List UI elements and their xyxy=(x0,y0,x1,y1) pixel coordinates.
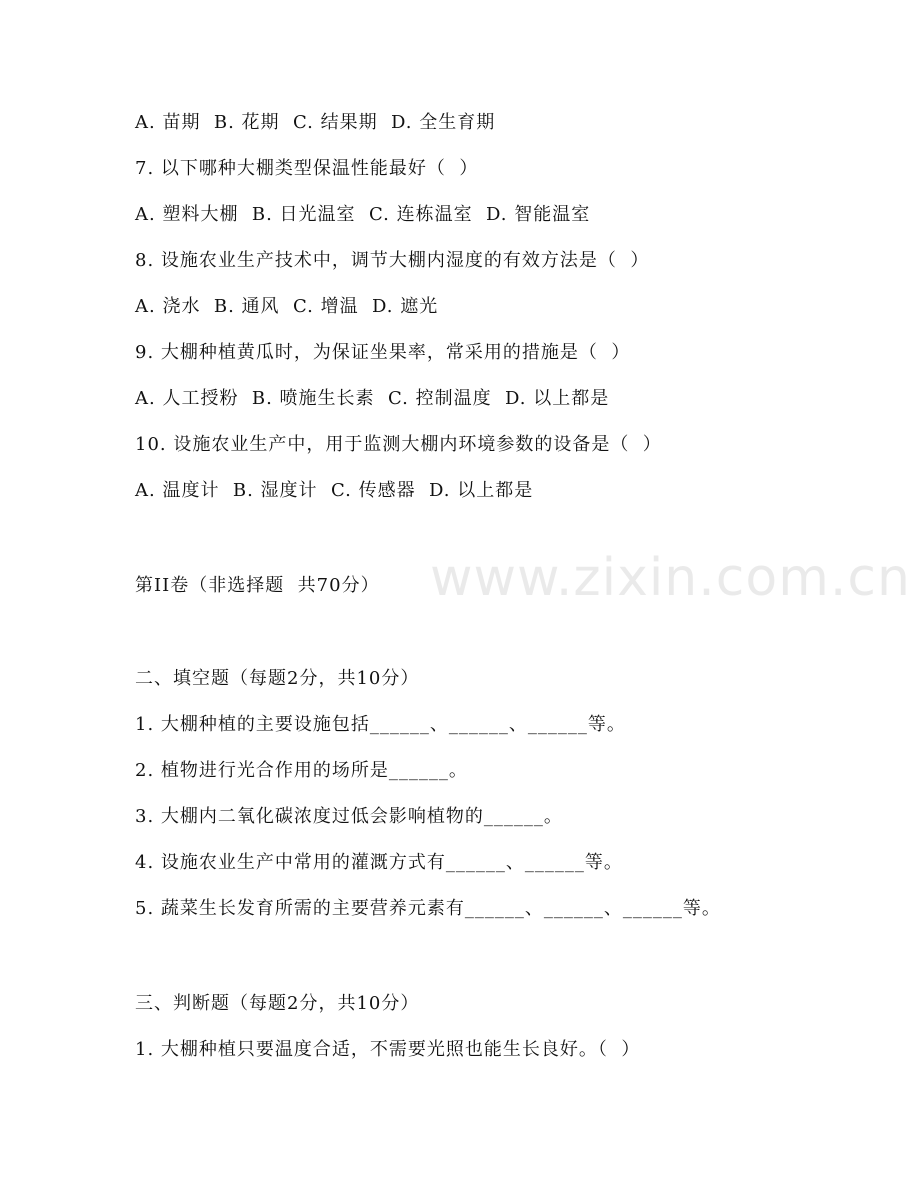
true-false-heading: 三、判断题（每题2分，共10分） xyxy=(135,993,420,1014)
q7-question: 7. 以下哪种大棚类型保温性能最好（ ） xyxy=(135,158,479,179)
q10-question: 10. 设施农业生产中，用于监测大棚内环境参数的设备是（ ） xyxy=(135,434,662,455)
q10-options: A. 温度计 B. 湿度计 C. 传感器 D. 以上都是 xyxy=(135,480,534,501)
watermark: www.zixin.com.cn xyxy=(430,548,911,608)
q6-options: A. 苗期 B. 花期 C. 结果期 D. 全生育期 xyxy=(135,112,496,133)
section-heading-part-2: 第II卷（非选择题 共70分） xyxy=(135,575,380,596)
q9-options: A. 人工授粉 B. 喷施生长素 C. 控制温度 D. 以上都是 xyxy=(135,388,610,409)
fill-blank-item-1: 1. 大棚种植的主要设施包括______、______、______等。 xyxy=(135,714,626,735)
q8-question: 8. 设施农业生产技术中，调节大棚内湿度的有效方法是（ ） xyxy=(135,250,650,271)
q8-options: A. 浇水 B. 通风 C. 增温 D. 遮光 xyxy=(135,296,439,317)
fill-blank-item-4: 4. 设施农业生产中常用的灌溉方式有______、______等。 xyxy=(135,852,623,873)
q9-question: 9. 大棚种植黄瓜时，为保证坐果率，常采用的措施是（ ） xyxy=(135,342,631,363)
q7-options: A. 塑料大棚 B. 日光温室 C. 连栋温室 D. 智能温室 xyxy=(135,204,591,225)
fill-blank-item-5: 5. 蔬菜生长发育所需的主要营养元素有______、______、______等。 xyxy=(135,898,721,919)
fill-blank-heading: 二、填空题（每题2分，共10分） xyxy=(135,668,420,689)
fill-blank-item-2: 2. 植物进行光合作用的场所是______。 xyxy=(135,760,468,781)
true-false-item-1: 1. 大棚种植只要温度合适，不需要光照也能生长良好。（ ） xyxy=(135,1039,641,1060)
fill-blank-item-3: 3. 大棚内二氧化碳浓度过低会影响植物的______。 xyxy=(135,806,563,827)
